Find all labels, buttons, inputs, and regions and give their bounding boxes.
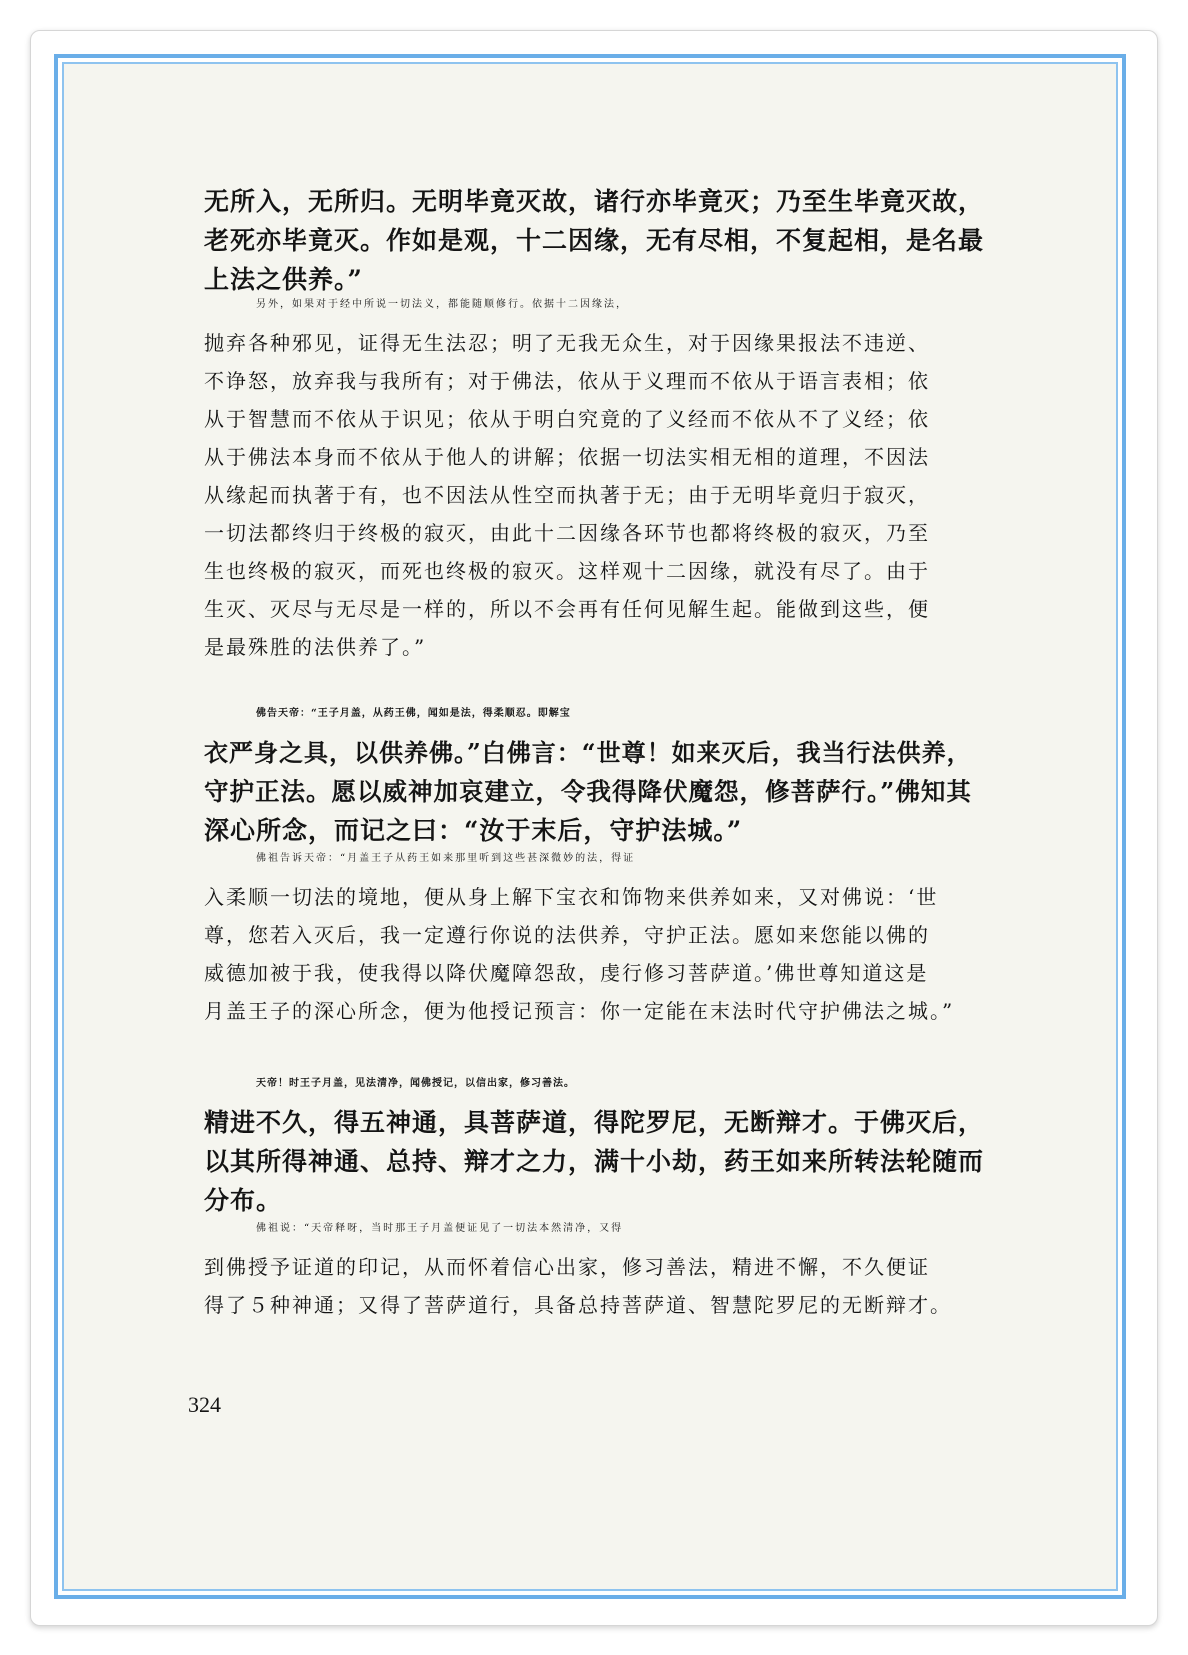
commentary-line: 生灭、灭尽与无尽是一样的，所以不会再有任何见解生起。能做到这些，便 <box>204 597 930 621</box>
commentary-line: 尊，您若入灭后，我一定遵行你说的法供养，守护正法。愿如来您能以佛的 <box>204 923 930 947</box>
commentary-line: 生也终极的寂灭，而死也终极的寂灭。这样观十二因缘，就没有尽了。由于 <box>204 559 930 583</box>
sutra-line: 以其所得神通、总持、辩才之力，满十小劫，药王如来所转法轮随而 <box>204 1147 985 1176</box>
page-number: 324 <box>188 1392 221 1417</box>
sutra-passage-3 <box>204 1064 984 1220</box>
commentary-line: 到佛授予证道的印记，从而怀着信心出家，修习善法，精进不懈，不久便证 <box>204 1255 930 1279</box>
sutra-line: 无所入，无所归。无明毕竟灭故，诸行亦毕竟灭；乃至生毕竟灭故， <box>204 187 985 216</box>
sutra-line: 深心所念，而记之曰：“汝于末后，守护法城。” <box>204 816 743 845</box>
commentary-line: 月盖王子的深心所念，便为他授记预言：你一定能在末法时代守护佛法之城。” <box>204 999 955 1023</box>
commentary-line: 一切法都终归于终极的寂灭，由此十二因缘各环节也都将终极的寂灭，乃至 <box>204 521 930 545</box>
book-page <box>64 64 1116 1589</box>
sutra-line: 天帝！时王子月盖，见法清净，闻佛授记，以信出家，修习善法。 <box>256 1078 575 1089</box>
sutra-line: 守护正法。愿以威神加哀建立，令我得降伏魔怨，修菩萨行。”佛知其 <box>204 777 972 806</box>
commentary-line: 佛祖说：“天帝释呀，当时那王子月盖便证见了一切法本然清净，又得 <box>256 1223 624 1234</box>
sutra-passage-1 <box>204 182 984 299</box>
commentary-passage-2 <box>204 840 984 1030</box>
sutra-passage-2 <box>204 694 984 850</box>
commentary-line: 是最殊胜的法供养了。” <box>204 635 427 659</box>
sutra-line: 分布。 <box>204 1186 283 1215</box>
commentary-line: 不诤怒，放弃我与我所有；对于佛法，依从于义理而不依从于语言表相；依 <box>204 369 930 393</box>
commentary-line: 得了５种神通；又得了菩萨道行，具备总持菩萨道、智慧陀罗尼的无断辩才。 <box>204 1293 952 1317</box>
commentary-passage-1 <box>204 286 984 666</box>
commentary-passage-3 <box>204 1210 984 1324</box>
commentary-line: 抛弃各种邪见，证得无生法忍；明了无我无众生，对于因缘果报法不违逆、 <box>204 331 930 355</box>
sutra-line: 衣严身之具，以供养佛。”白佛言：“世尊！如来灭后，我当行法供养， <box>204 738 972 767</box>
commentary-line: 从于智慧而不依从于识见；依从于明白究竟的了义经而不依从不了义经；依 <box>204 407 930 431</box>
commentary-line: 入柔顺一切法的境地，便从身上解下宝衣和饰物来供养如来，又对佛说：‘世 <box>204 885 939 909</box>
commentary-line: 佛祖告诉天帝：“月盖王子从药王如来那里听到这些甚深微妙的法，得证 <box>256 853 636 864</box>
sutra-line: 佛告天帝：“王子月盖，从药王佛，闻如是法，得柔顺忍。即解宝 <box>256 708 571 719</box>
commentary-line: 从于佛法本身而不依从于他人的讲解；依据一切法实相无相的道理，不因法 <box>204 445 930 469</box>
sutra-line: 上法之供养。” <box>204 265 363 294</box>
sutra-line: 精进不久，得五神通，具菩萨道，得陀罗尼，无断辩才。于佛灭后， <box>204 1108 985 1137</box>
commentary-line: 威德加被于我，使我得以降伏魔障怨敌，虔行修习菩萨道。’佛世尊知道这是 <box>204 961 929 985</box>
sutra-line: 老死亦毕竟灭。作如是观，十二因缘，无有尽相，不复起相，是名最 <box>204 226 985 255</box>
commentary-line: 从缘起而执著于有，也不因法从性空而执著于无；由于无明毕竟归于寂灭， <box>204 483 930 507</box>
commentary-line: 另外，如果对于经中所说一切法义，都能随顺修行。依据十二因缘法， <box>256 299 628 310</box>
